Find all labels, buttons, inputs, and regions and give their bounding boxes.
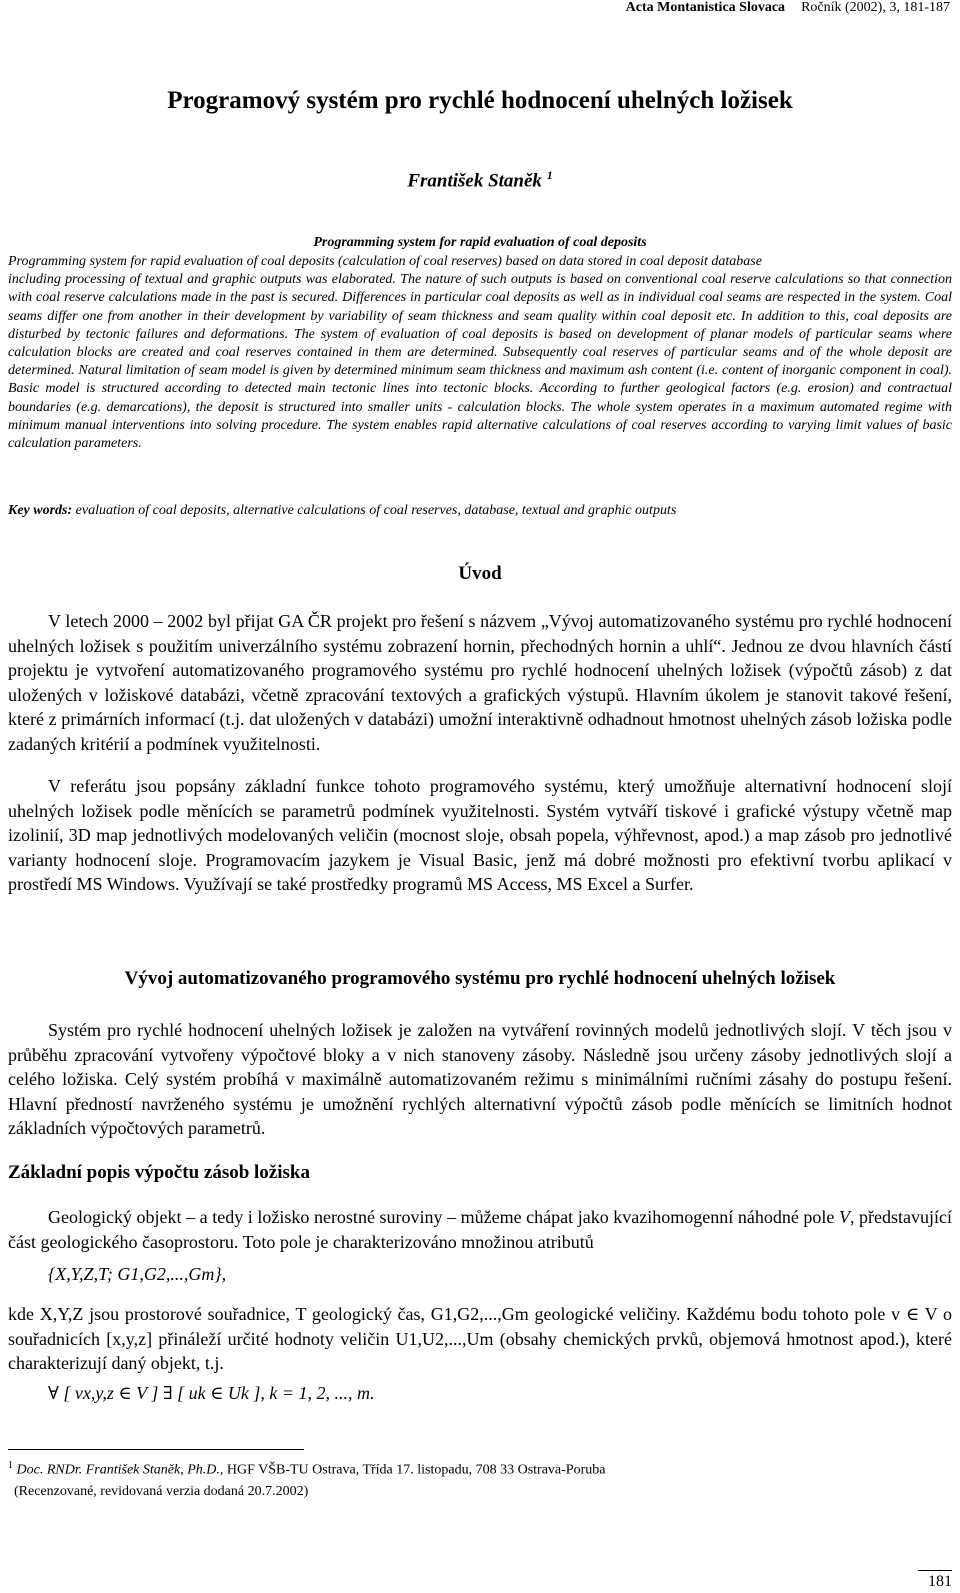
uvod-paragraph-2: V referátu jsou popsány základní funkce tohoto programového systému, který umožňuje alternativní hodnocení slojí uhelných ložisek podle měnících se parametrů podmínek využitelnosti. Systém vytváří tiskové i grafické výstupy včetně map izolinií, 3D map jednotlivých modelovaných veličin (mocnost sloje, obsah popela, výhřevnost, apod.) a map zásob pro jednotlivé varianty hodnocení sloje. Programovacím jazykem je Visual Basic, jenž má dobré možnosti pro efektivní tvorbu aplikací v prostředí MS Windows. Využívají se také prostředky programů MS Access, MS Excel a Surfer.	[8, 776, 952, 894]
footnote-mark: 1	[8, 1460, 13, 1471]
formula-attribute-set-text: {X,Y,Z,T; G1,G2,...,Gm},	[48, 1264, 227, 1284]
formula-attribute-set	[48, 1264, 226, 1285]
footnote-affiliation: , HGF VŠB-TU Ostrava, Třída 17. listopadu, 708 33 Ostrava-Poruba	[219, 1462, 606, 1478]
footnote-separator	[8, 1449, 304, 1450]
keywords	[8, 503, 952, 519]
footnote-line-1	[8, 1455, 605, 1481]
page-number: 181	[928, 1573, 952, 1590]
footnote	[8, 1455, 605, 1502]
page-number-rule	[918, 1570, 952, 1571]
keywords-text: evaluation of coal deposits, alternative calculations of coal reserves, database, textual and graphic outputs	[75, 503, 677, 518]
section-heading-uvod: Úvod	[458, 563, 502, 584]
zaklad-paragraph-1	[8, 1205, 952, 1254]
zaklad-p1-var: V	[838, 1207, 850, 1227]
vyvoj-paragraph-1: Systém pro rychlé hodnocení uhelných ložisek je založen na vytváření rovinných modelů jednotlivých slojí. V těch jsou v průběhu zpracování vytvořeny výpočtové bloky a v nich stanoveny zásoby. Následně jsou určeny zásoby jednotlivých slojí a celého ložiska. Celý systém probíhá v maximálně automatizovaném režimu s minimálními ručními zásahy do postupu řešení. Hlavní předností navrženého systému je umožnění rychlých alternativní výpočtů zásob podle měnících se limitních hodnot základních výpočtových parametrů.	[8, 1020, 952, 1138]
formula-quantifier-text: ∀ [ vx,y,z ∈ V ] ∃ [ uk ∈ Uk ], k = 1, 2, ..., m.	[48, 1383, 375, 1403]
abstract-title: Programming system for rapid evaluation of coal deposits	[313, 235, 647, 250]
section-heading-vyvoj: Vývoj automatizovaného programového systému pro rychlé hodnocení uhelných ložisek	[124, 968, 836, 989]
formula-quantifier	[48, 1383, 375, 1404]
zaklad-p1-a: Geologický objekt – a tedy i ložisko nerostné suroviny – můžeme chápat jako kvazihomogenní náhodné pole	[48, 1207, 835, 1227]
paper-title: Programový systém pro rychlé hodnocení uhelných ložisek	[167, 87, 793, 114]
keywords-label: Key words:	[8, 503, 73, 518]
zaklad-paragraph-2: kde X,Y,Z jsou prostorové souřadnice, T geologický čas, G1,G2,...,Gm geologické veličiny. Každému bodu tohoto pole v ∈ V o souřadnicích [x,y,z] přináleží určité hodnoty veličin U1,U2,...,Um (obsahy chemických prvků, objemová hmotnost apod.), které charakterizují daný objekt, t.j.	[8, 1304, 952, 1373]
journal-volume: Ročník (2002), 3, 181-187	[801, 0, 950, 15]
author	[0, 168, 960, 192]
running-header	[626, 0, 950, 16]
abstract-body	[8, 253, 952, 453]
footnote-review: (Recenzované, revidovaná verzia dodaná 20.7.2002)	[14, 1483, 309, 1499]
uvod-paragraph-1: V letech 2000 – 2002 byl přijat GA ČR projekt pro řešení s názvem „Vývoj automatizovaného systému pro rychlé hodnocení uhelných ložisek s použitím univerzálního systému zobrazení hornin, přechodných hornin a uhlí“. Jednou ze dvou hlavních částí projektu je vytvoření automatizovaného programového systému pro rychlé hodnocení uhelných ložisek (výpočtů zásob) z dat uložených v ložiskové databázi, včetně zpracování textových a grafických výstupů. Hlavním úkolem je stanovit takové řešení, které z primárních informací (t.j. dat uložených v databázi) umožní interaktivně odhadnout hmotnost uhelných zásob ložiska podle zadaných kritérií a podmínek využitelnosti.	[8, 611, 952, 754]
abstract-text: including processing of textual and graphic outputs was elaborated. The nature of such outputs is based on conventional coal reserve calculations so that connection with coal reserve calculations made in the past is secured. Differences in particular coal deposits as well as in individual coal seams are respected in the system. Coal seams differ one from another in their development by variability of seam thickness and seam quality within coal deposit etc. In addition to this, coal deposits are disturbed by tectonic failures and deformations. The system of evaluation of coal deposits is based on development of planar models of particular seams where calculation blocks are created and coal reserves contained in them are determined. Subsequently coal reserves of particular seams and of the whole deposit are determined. Natural limitation of seam model is given by determined minimum seam thickness and maximum ash content (i.e. content of inorganic component in coal). Basic model is structured according to detected main tectonic lines into tectonic blocks. According to further geological factors (e.g. erosion) and contractual boundaries (e.g. demarcations), the deposit is structured into smaller units - calculation blocks. The whole system operates in a maximum automated regime with minimum manual interventions into solving procedure. The system enables rapid alternative calculations of coal reserves according to varying limit values of basic calculation parameters.	[8, 272, 952, 452]
journal-name: Acta Montanistica Slovaca	[625, 0, 786, 15]
zaklad-p1-b: , představující část geologického časoprostoru. Toto pole je charakterizováno množinou atributů	[8, 1207, 952, 1252]
section-heading-zaklad: Základní popis výpočtu zásob ložiska	[8, 1162, 310, 1183]
abstract-first-line: Programming system for rapid evaluation of coal deposits (calculation of coal reserves) based on data stored in coal deposit database	[8, 254, 762, 269]
author-footnote-mark: 1	[546, 168, 553, 182]
author-name: František Staněk	[407, 170, 542, 192]
footnote-author: Doc. RNDr. František Staněk, Ph.D.	[16, 1462, 220, 1478]
